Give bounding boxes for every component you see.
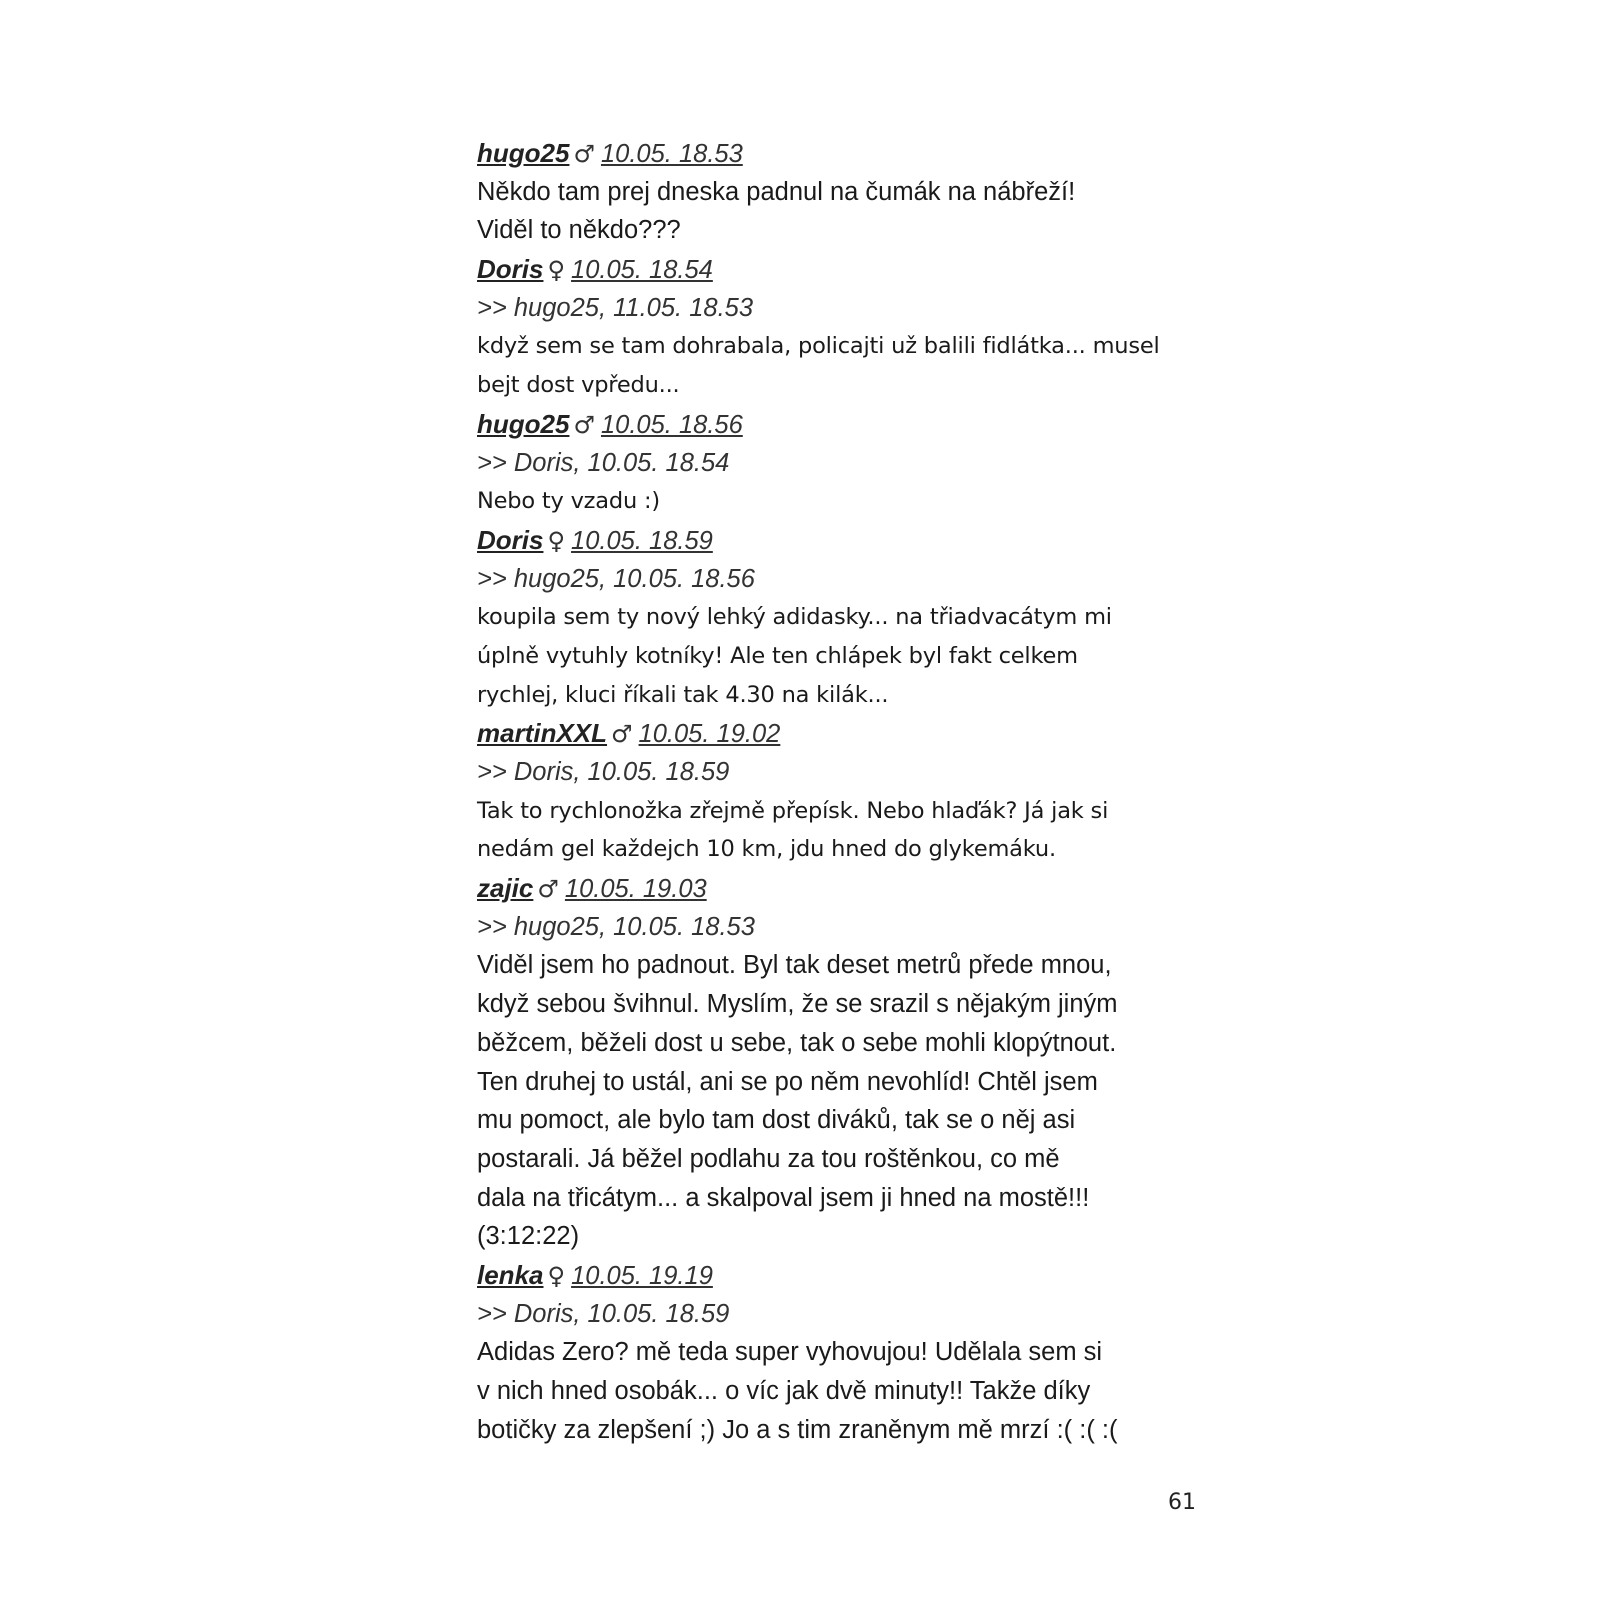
post-body-line: koupila sem ty nový lehký adidasky... na třiadvacátym mi: [477, 604, 1112, 631]
post-body-line: v nich hned osobák... o víc jak dvě minuty!! Takže díky: [477, 1377, 1091, 1405]
forum-post: [477, 869, 1197, 1256]
post-username-link[interactable]: zajic: [477, 873, 534, 904]
female-symbol-icon: ♀: [547, 526, 566, 555]
post-header: [477, 250, 1197, 289]
reply-reference: >> hugo25, 11.05. 18.53: [477, 293, 754, 322]
female-symbol-icon: ♀: [547, 1261, 566, 1290]
post-username-link[interactable]: martinXXL: [477, 718, 608, 749]
post-username-link[interactable]: hugo25: [477, 408, 570, 439]
reply-reference: >> Doris, 10.05. 18.59: [477, 758, 730, 786]
forum-thread: [477, 134, 1197, 1449]
forum-post: [477, 521, 1197, 714]
post-body-line: rychlej, kluci říkali tak 4.30 na kilák...: [477, 681, 889, 708]
post-timestamp-link[interactable]: 10.05. 18.54: [571, 256, 713, 285]
post-body-line: když sem se tam dohrabala, policajti už balili fidlátka... musel: [477, 333, 1160, 360]
forum-post: [477, 134, 1197, 250]
post-body-line: Někdo tam prej dneska padnul na čumák na nábřeží!: [477, 177, 1076, 206]
reply-reference: >> Doris, 10.05. 18.54: [477, 448, 730, 477]
female-symbol-icon: ♀: [547, 256, 566, 285]
post-body-line: když sebou švihnul. Myslím, že se srazil s nějakým jiným: [477, 990, 1118, 1019]
male-symbol-icon: ♂: [573, 140, 595, 168]
page-number: 61: [1168, 1490, 1196, 1515]
post-body-line: úplně vytuhly kotníky! Ale ten chlápek byl fakt celkem: [477, 642, 1078, 669]
post-header: [477, 714, 1197, 753]
post-body-line: mu pomoct, ale bylo tam dost diváků, tak se o něj asi: [477, 1106, 1076, 1135]
post-username-link[interactable]: Doris: [477, 524, 544, 555]
post-body-line: botičky za zlepšení ;) Jo a s tim zraněnym mě mrzí :( :( :(: [477, 1415, 1118, 1444]
post-body-line: nedám gel každejch 10 km, jdu hned do glykemáku.: [477, 836, 1056, 863]
post-body-line: Nebo ty vzadu :): [477, 488, 660, 515]
post-username-link[interactable]: hugo25: [477, 138, 570, 168]
post-timestamp-link[interactable]: 10.05. 19.02: [638, 720, 781, 749]
post-body-line: postarali. Já běžel podlahu za tou roštěnkou, co mě: [477, 1144, 1060, 1173]
post-username-link[interactable]: Doris: [477, 254, 544, 285]
post-header: [477, 405, 1197, 444]
post-header: [477, 1256, 1197, 1295]
post-body-line: Tak to rychlonožka zřejmě přepísk. Nebo hlaďák? Já jak si: [477, 797, 1109, 824]
post-body-line: Viděl jsem ho padnout. Byl tak deset metrů přede mnou,: [477, 951, 1112, 980]
post-timestamp-link[interactable]: 10.05. 18.59: [571, 526, 713, 555]
post-timestamp-link[interactable]: 10.05. 18.56: [600, 410, 743, 439]
post-header: [477, 134, 1197, 173]
reply-reference: >> hugo25, 10.05. 18.53: [477, 912, 755, 941]
post-body-line: běžcem, běželi dost u sebe, tak o sebe mohli klopýtnout.: [477, 1028, 1117, 1057]
reply-reference: >> Doris, 10.05. 18.59: [477, 1299, 730, 1328]
post-timestamp-link[interactable]: 10.05. 19.03: [564, 875, 707, 904]
male-symbol-icon: ♂: [611, 720, 633, 749]
post-body-line: (3:12:22): [477, 1222, 580, 1251]
male-symbol-icon: ♂: [537, 875, 559, 904]
forum-post: [477, 714, 1197, 869]
forum-post: [477, 250, 1197, 405]
reply-reference: >> hugo25, 10.05. 18.56: [477, 564, 755, 593]
post-timestamp-link[interactable]: 10.05. 18.53: [600, 140, 743, 168]
post-timestamp-link[interactable]: 10.05. 19.19: [571, 1261, 713, 1290]
post-username-link[interactable]: lenka: [477, 1259, 544, 1290]
forum-post: [477, 405, 1197, 521]
post-header: [477, 869, 1197, 908]
post-body-line: Adidas Zero? mě teda super vyhovujou! Udělala sem si: [477, 1338, 1103, 1367]
post-body-line: Ten druhej to ustál, ani se po něm nevohlíd! Chtěl jsem: [477, 1067, 1098, 1096]
post-header: [477, 521, 1197, 560]
male-symbol-icon: ♂: [573, 410, 595, 439]
post-body-line: dala na třicátym... a skalpoval jsem ji hned na mostě!!!: [477, 1183, 1090, 1212]
post-body-line: Viděl to někdo???: [477, 216, 681, 245]
post-body-line: bejt dost vpředu...: [477, 372, 680, 399]
forum-post: [477, 1256, 1197, 1449]
